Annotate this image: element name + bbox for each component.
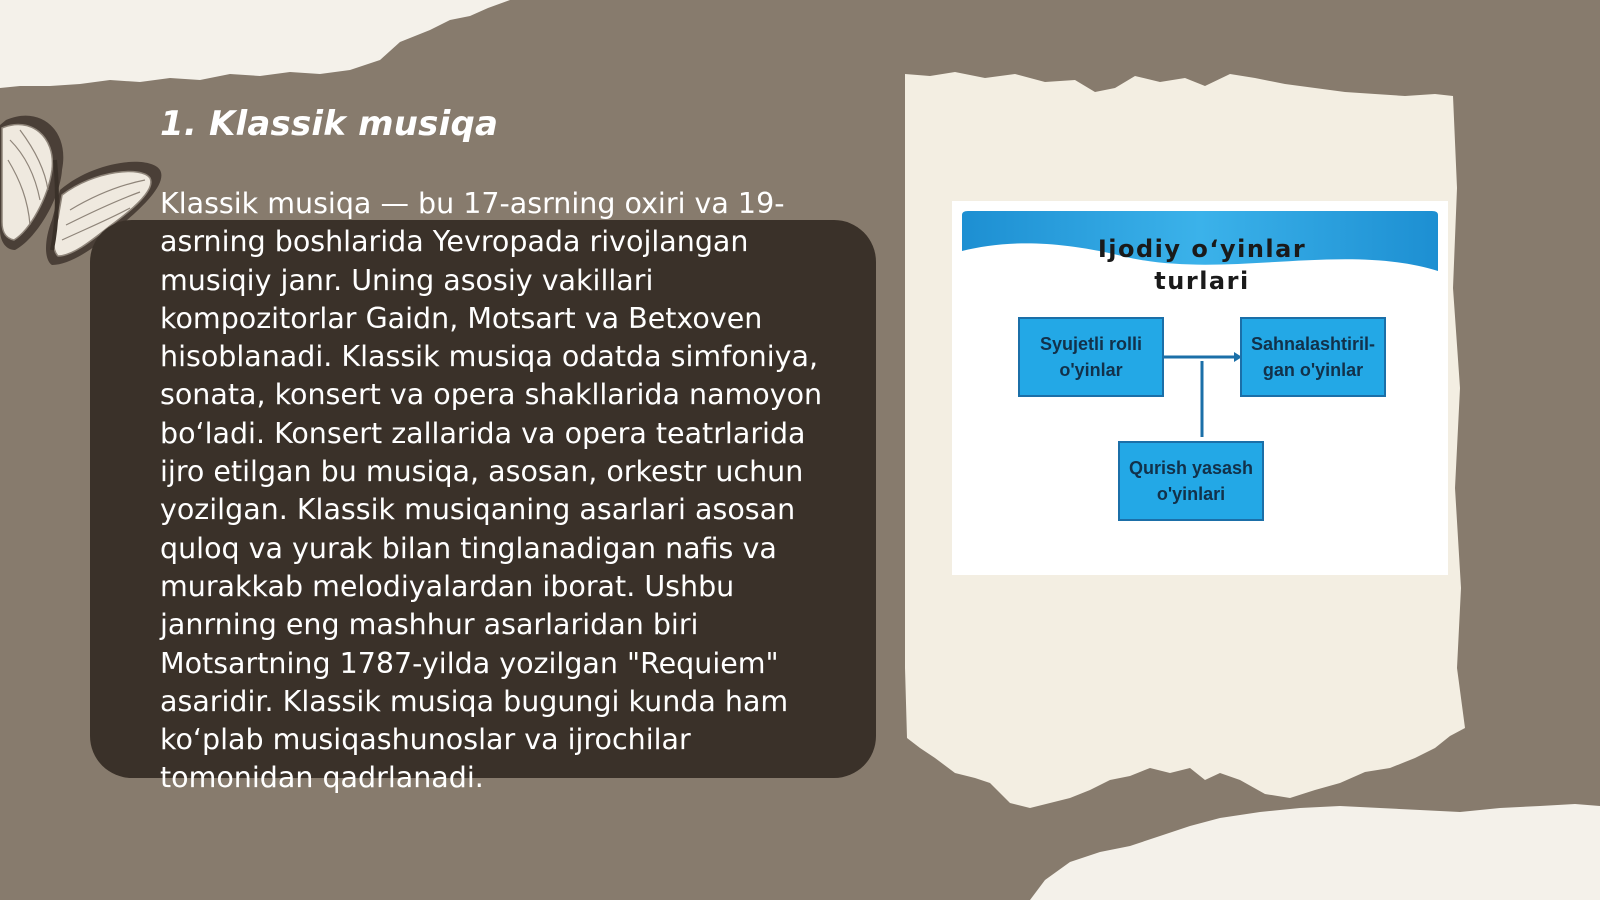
diagram-box-plot-role-games: Syujetli rolli o'yinlar [1018,317,1164,397]
slide-title: 1. Klassik musiqa [160,104,499,144]
diagram-box-staged-games: Sahnalashtiril-gan o'yinlar [1240,317,1386,397]
body-paragraph: Klassik musiqa — bu 17-asrning oxiri va 19-asrning boshlarida Yevropada rivojlangan musiqiy janr. Uning asosiy vakillari kompozitorlar Gaidn, Motsart va Betxoven hisoblanadi. Klassik musiqa odatda simfoniya, sonata, konsert va opera shakllarida namoyon bo‘ladi. Konsert zallarida va opera teatrlarida ijro etilgan bu musiqa, asosan, orkestr uchun yozilgan. Klassik musiqaning asarlari asosan quloq va yurak bilan tinglanadigan nafis va murakkab melodiyalardan iborat. Ushbu janrning eng mashhur asarlaridan biri Motsartning 1787-yilda yozilgan "Requiem" asaridir. Klassik musiqa bugungi kunda ham ko‘plab musiqashunoslar va ijrochilar tomonidan qadrlanadi. [160,187,823,795]
diagram-figure [952,201,1448,575]
torn-paper-top-left [0,0,510,88]
diagram-box-construction-games: Qurish yasash o'yinlari [1118,441,1264,521]
diagram-title: Ijodiy o‘yinlar turlari [1097,235,1307,295]
